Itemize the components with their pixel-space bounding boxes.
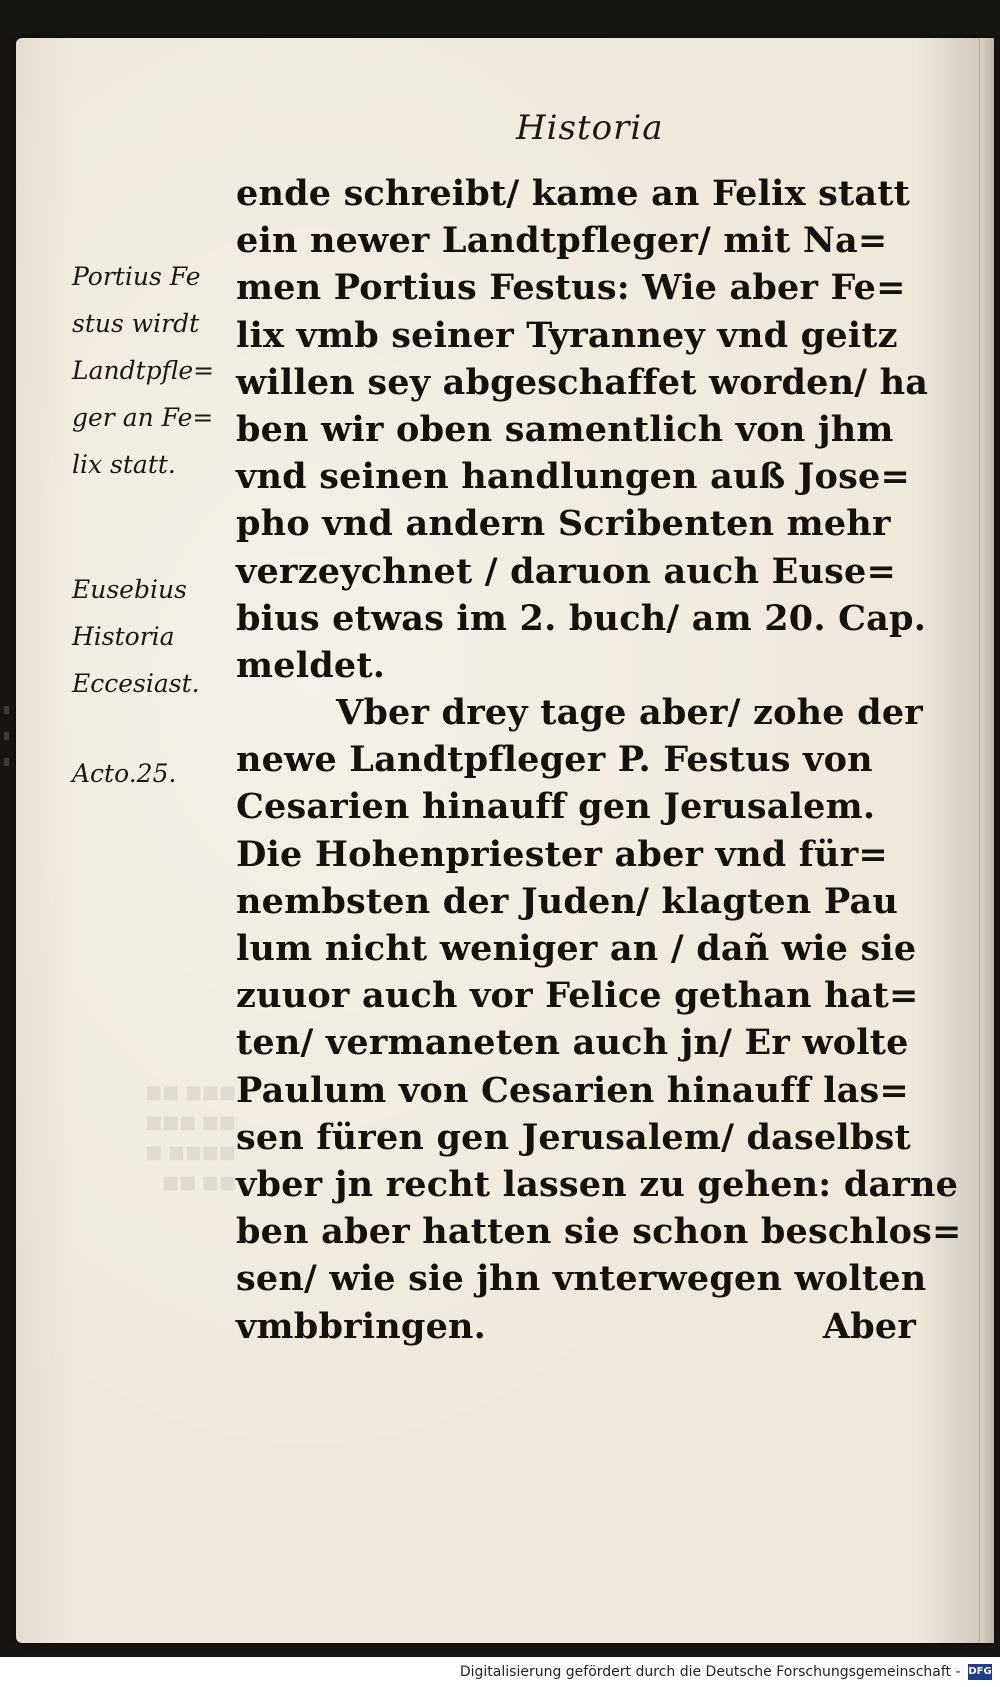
margin-line: lix statt. xyxy=(72,450,176,479)
body-text xyxy=(236,170,962,1350)
margin-note-eusebius xyxy=(72,566,200,707)
text-line: pho vnd andern Scribenten mehr xyxy=(236,503,891,545)
show-through-shadow: ■■■ ■■ ■■ ■■■ ■■■■ ■ ■■ ■■ xyxy=(145,1082,236,1193)
text-line: Vber drey tage aber/ zohe der xyxy=(336,692,923,734)
text-line: ten/ vermaneten auch jn/ Er wolte xyxy=(236,1022,909,1064)
margin-line: stus wirdt xyxy=(72,309,200,338)
text-line: lum nicht weniger an / dañ wie sie xyxy=(236,928,917,969)
catchword: Aber xyxy=(822,1305,916,1347)
dfg-logo-icon: DFG xyxy=(968,1664,992,1680)
text-line: bius etwas im 2. buch/ am 20. Cap. xyxy=(236,597,927,639)
margin-line: Historia xyxy=(72,622,175,651)
text-line: verzeychnet / daruon auch Euse= xyxy=(236,550,897,592)
margin-line: Landtpfle= xyxy=(72,356,215,385)
last-line xyxy=(236,1303,926,1350)
binding-marks xyxy=(4,700,12,800)
text-line: men Portius Festus: Wie aber Fe= xyxy=(236,267,906,309)
margin-line: Eusebius xyxy=(72,575,187,604)
text-line: lix vmb seiner Tyranney vnd geitz xyxy=(236,314,898,356)
text-line: ben aber hatten sie schon beschlos= xyxy=(236,1211,962,1253)
text-line: willen sey abgeschaffet worden/ ha xyxy=(236,361,929,403)
text-line: sen/ wie sie jhn vnterwegen wolten xyxy=(236,1258,927,1300)
text-line: ein newer Landtpfleger/ mit Na= xyxy=(236,220,888,262)
page-edge xyxy=(979,38,994,1643)
text-line: Die Hohenpriester aber vnd für= xyxy=(236,833,888,875)
margin-line: ger an Fe= xyxy=(72,403,214,432)
text-line: sen füren gen Jerusalem/ daselbst xyxy=(236,1116,911,1158)
running-head: Historia xyxy=(516,108,664,148)
text-line: nembsten der Juden/ klagten Pau xyxy=(236,880,898,922)
margin-note-festus xyxy=(72,253,214,488)
footer-credit-bar xyxy=(0,1657,1000,1687)
text-line: vmbbringen. xyxy=(236,1305,487,1347)
text-line: vnd seinen handlungen auß Jose= xyxy=(236,456,910,498)
margin-line: Portius Fe xyxy=(72,262,201,291)
text-line: Cesarien hinauff gen Jerusalem. xyxy=(236,786,876,828)
text-line: Paulum von Cesarien hinauff las= xyxy=(236,1069,909,1111)
footer-credit: Digitalisierung gefördert durch die Deutsche Forschungsgemeinschaft - xyxy=(459,1664,961,1680)
text-line: vber jn recht lassen zu gehen: darne xyxy=(236,1163,959,1205)
margin-line: Acto.25. xyxy=(72,759,177,788)
margin-line: Eccesiast. xyxy=(72,669,200,698)
text-line: ben wir oben samentlich von jhm xyxy=(236,408,894,450)
text-line: meldet. xyxy=(236,644,386,686)
text-line: newe Landtpfleger P. Festus von xyxy=(236,739,873,781)
margin-note-acts xyxy=(72,750,176,797)
text-line: zuuor auch vor Felice gethan hat= xyxy=(236,975,919,1017)
text-line: ende schreibt/ kame an Felix statt xyxy=(236,173,910,214)
